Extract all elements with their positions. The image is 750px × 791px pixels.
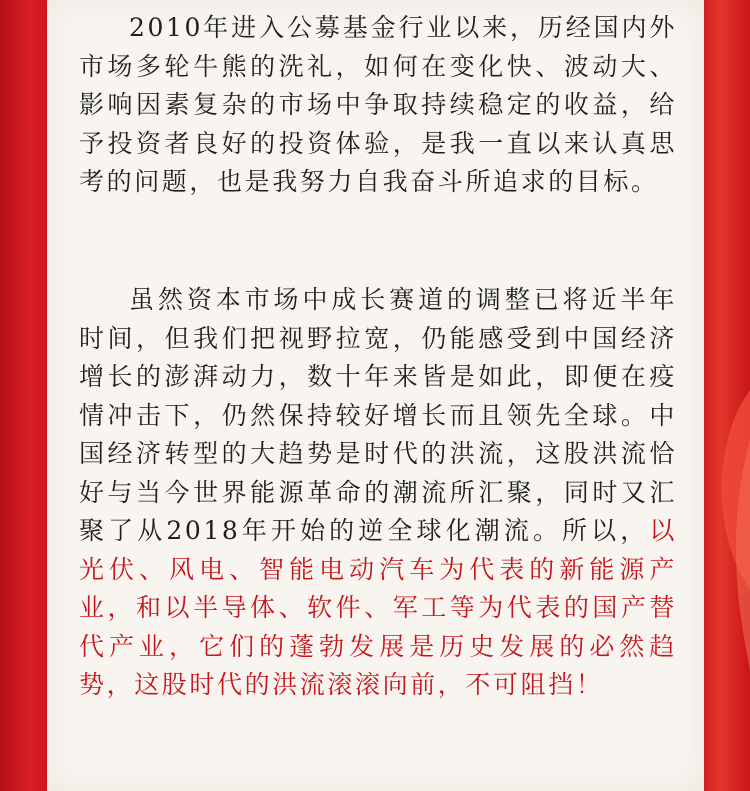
paragraph-growth-trend [79, 281, 677, 705]
highlighted-industry-text: 以光伏、风电、智能电动汽车为代表的新能源产业，和以半导体、软件、军工等为代表的国产替代产业，它们的蓬勃发展是历史发展的必然趋势，这股时代的洪流滚滚向前，不可阻挡！ [79, 516, 677, 699]
paragraph-growth-trend-text: 虽然资本市场中成长赛道的调整已将近半年时间，但我们把视野拉宽，仍能感受到中国经济增长的澎湃动力，数十年来皆是如此，即便在疫情冲击下，仍然保持较好增长而且领先全球。中国经济转型的大趋势是时代的洪流，这股洪流恰好与当今世界能源革命的潮流所汇聚，同时又汇聚了从2018年开始的逆全球化潮流。所以， [79, 285, 677, 545]
paragraph-career-goal: 2010年进入公募基金行业以来，历经国内外市场多轮牛熊的洗礼，如何在变化快、波动大、影响因素复杂的市场中争取持续稳定的收益，给予投资者良好的投资体验，是我一直以来认真思考的问题，也是我努力自我奋斗所追求的目标。 [79, 13, 677, 196]
ribbon-decoration-icon [710, 380, 750, 680]
article-paper [47, 0, 704, 791]
